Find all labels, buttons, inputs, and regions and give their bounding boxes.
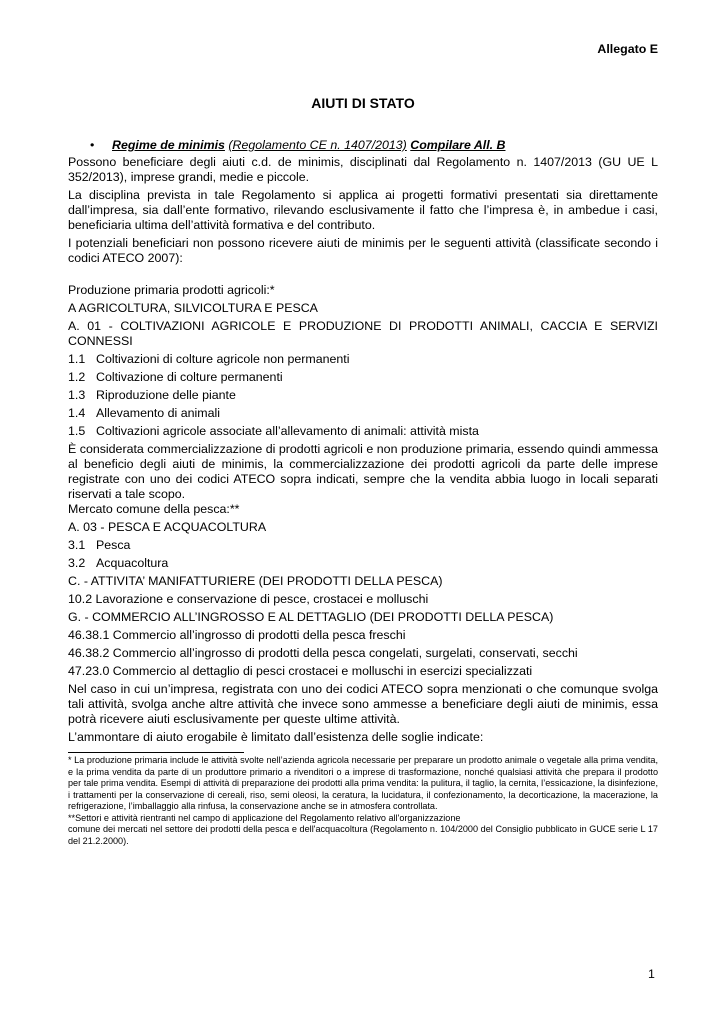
list-item — [68, 388, 658, 403]
paragraph-commercializzazione: È considerata commercializzazione di prodotti agricoli e non produzione primaria, essendo quindi ammessa al beneficio degli aiuti de minimis, la commercializzazione dei prodotti agricoli da parte delle imprese registrate con uno dei codici ATECO sopra indicati, sempre che la vendita abbia luogo in locali separati riservati a tale scopo. — [68, 442, 658, 501]
list-item — [68, 538, 658, 553]
list-item-text: Coltivazione di colture permanenti — [96, 370, 283, 384]
list-item-number: 1.5 — [68, 424, 86, 438]
section-g-heading: G. - COMMERCIO ALL’INGROSSO E AL DETTAGLIO (DEI PRODOTTI DELLA PESCA) — [68, 610, 554, 624]
section-c-heading: C. - ATTIVITA’ MANIFATTURIERE (DEI PRODOTTI DELLA PESCA) — [68, 574, 443, 588]
a03-heading: A. 03 - PESCA E ACQUACOLTURA — [68, 520, 267, 534]
footnote-settori: **Settori e attività rientranti nel campo di applicazione del Regolamento relativo all'organizzazione — [68, 812, 461, 823]
list-item-number: 1.3 — [68, 388, 86, 402]
list-item — [68, 406, 658, 421]
list-item — [68, 352, 658, 367]
regime-bullet — [90, 138, 506, 153]
list-item-number: 3.1 — [68, 538, 86, 552]
body-text — [68, 155, 658, 745]
paragraph-ammontare: L’ammontare di aiuto erogabile è limitato dall’esistenza delle soglie indicate: — [68, 730, 484, 744]
regolamento-ref: (Regolamento CE n. 1407/2013) — [228, 138, 407, 152]
page-title: AIUTI DI STATO — [311, 95, 415, 111]
list-item-number: 1.1 — [68, 352, 86, 366]
list-item-text: Pesca — [96, 538, 131, 552]
paragraph-esclusioni: I potenziali beneficiari non possono ricevere aiuti de minimis per le seguenti attività (classificate secondo i codici ATECO 2007): — [68, 236, 658, 265]
list-item: 46.38.2 Commercio all’ingrosso di prodotti della pesca congelati, surgelati, conservati, secchi — [68, 646, 578, 660]
section-a-heading: A AGRICOLTURA, SILVICOLTURA E PESCA — [68, 301, 318, 315]
footnote-mercati: comune dei mercati nel settore dei prodotti della pesca e dell'acquacoltura (Regolamento n. 104/2000 del Consiglio pubblicato in GUCE serie L 17 del 21.2.2000). — [68, 824, 658, 846]
list-item — [68, 556, 658, 571]
list-item-text: Allevamento di animali — [96, 406, 220, 420]
heading-mercato-pesca: Mercato comune della pesca:** — [68, 502, 240, 516]
list-item: 47.23.0 Commercio al dettaglio di pesci crostacei e molluschi in esercizi specializzati — [68, 664, 533, 678]
footnote-produzione-primaria: * La produzione primaria include le attività svolte nell’azienda agricola necessarie per preparare un prodotto animale o vegetale alla prima vendita, e la prima vendita da parte di un produttore primario a rivenditori o a imprese di trasformazione, nonché qualsiasi attività che prepara il prodotto per tale prima vendita. Esempi di attività di preparazione dei prodotti alla prima vendita: la pulitura, il taglio, la cernita, l’essicazione, la disinfezione, i trattamenti per la conservazione di cereali, riso, semi oleosi, la ceratura, la lucidatura, il confezionamento, la decorticazione, la macerazione, la refrigerazione, l’imballaggio alla rinfusa, la conservazione anche se in atmosfera controllata. — [68, 755, 658, 811]
paragraph-caso-misto: Nel caso in cui un’impresa, registrata con uno dei codici ATECO sopra menzionati o che comunque svolga tali attività, svolga anche altre attività che invece sono ammesse a beneficiare degli aiuti de minimis, essa potrà ricevere aiuti esclusivamente per queste ultime attività. — [68, 682, 658, 726]
bullet-icon: • — [90, 138, 95, 152]
list-item-number: 1.4 — [68, 406, 86, 420]
footnote-divider — [68, 752, 244, 753]
list-item-text: Acquacoltura — [96, 556, 169, 570]
heading-produzione-primaria: Produzione primaria prodotti agricoli:* — [68, 283, 275, 297]
page-number: 1 — [648, 967, 655, 981]
paragraph-disciplina: La disciplina prevista in tale Regolamento si applica ai progetti formativi presentati sia direttamente dall’impresa, sia dall’ente formativo, rilevando esclusivamente il fatto che l’impresa è, in ambedue i casi, beneficiaria ultima dell’attività formativa e del contributo. — [68, 188, 658, 232]
list-item — [68, 370, 658, 385]
list-item-number: 3.2 — [68, 556, 86, 570]
list-item: 46.38.1 Commercio all’ingrosso di prodotti della pesca freschi — [68, 628, 406, 642]
list-item: 10.2 Lavorazione e conservazione di pesce, crostacei e molluschi — [68, 592, 429, 606]
list-item-text: Riproduzione delle piante — [96, 388, 236, 402]
list-item-text: Coltivazioni agricole associate all’allevamento di animali: attività mista — [96, 424, 479, 438]
a01-heading: A. 01 - COLTIVAZIONI AGRICOLE E PRODUZIONE DI PRODOTTI ANIMALI, CACCIA E SERVIZI CONNESSI — [68, 319, 658, 348]
footnotes — [68, 755, 658, 847]
regime-title: Regime de minimis — [112, 138, 225, 152]
list-item — [68, 424, 658, 439]
compilare-note: Compilare All. B — [410, 138, 506, 152]
list-item-text: Coltivazioni di colture agricole non permanenti — [96, 352, 350, 366]
paragraph-beneficiari: Possono beneficiare degli aiuti c.d. de minimis, disciplinati dal Regolamento n. 1407/2013 (GU UE L 352/2013), imprese grandi, medie e piccole. — [68, 155, 658, 184]
list-item-number: 1.2 — [68, 370, 86, 384]
allegato-label: Allegato E — [597, 42, 658, 56]
